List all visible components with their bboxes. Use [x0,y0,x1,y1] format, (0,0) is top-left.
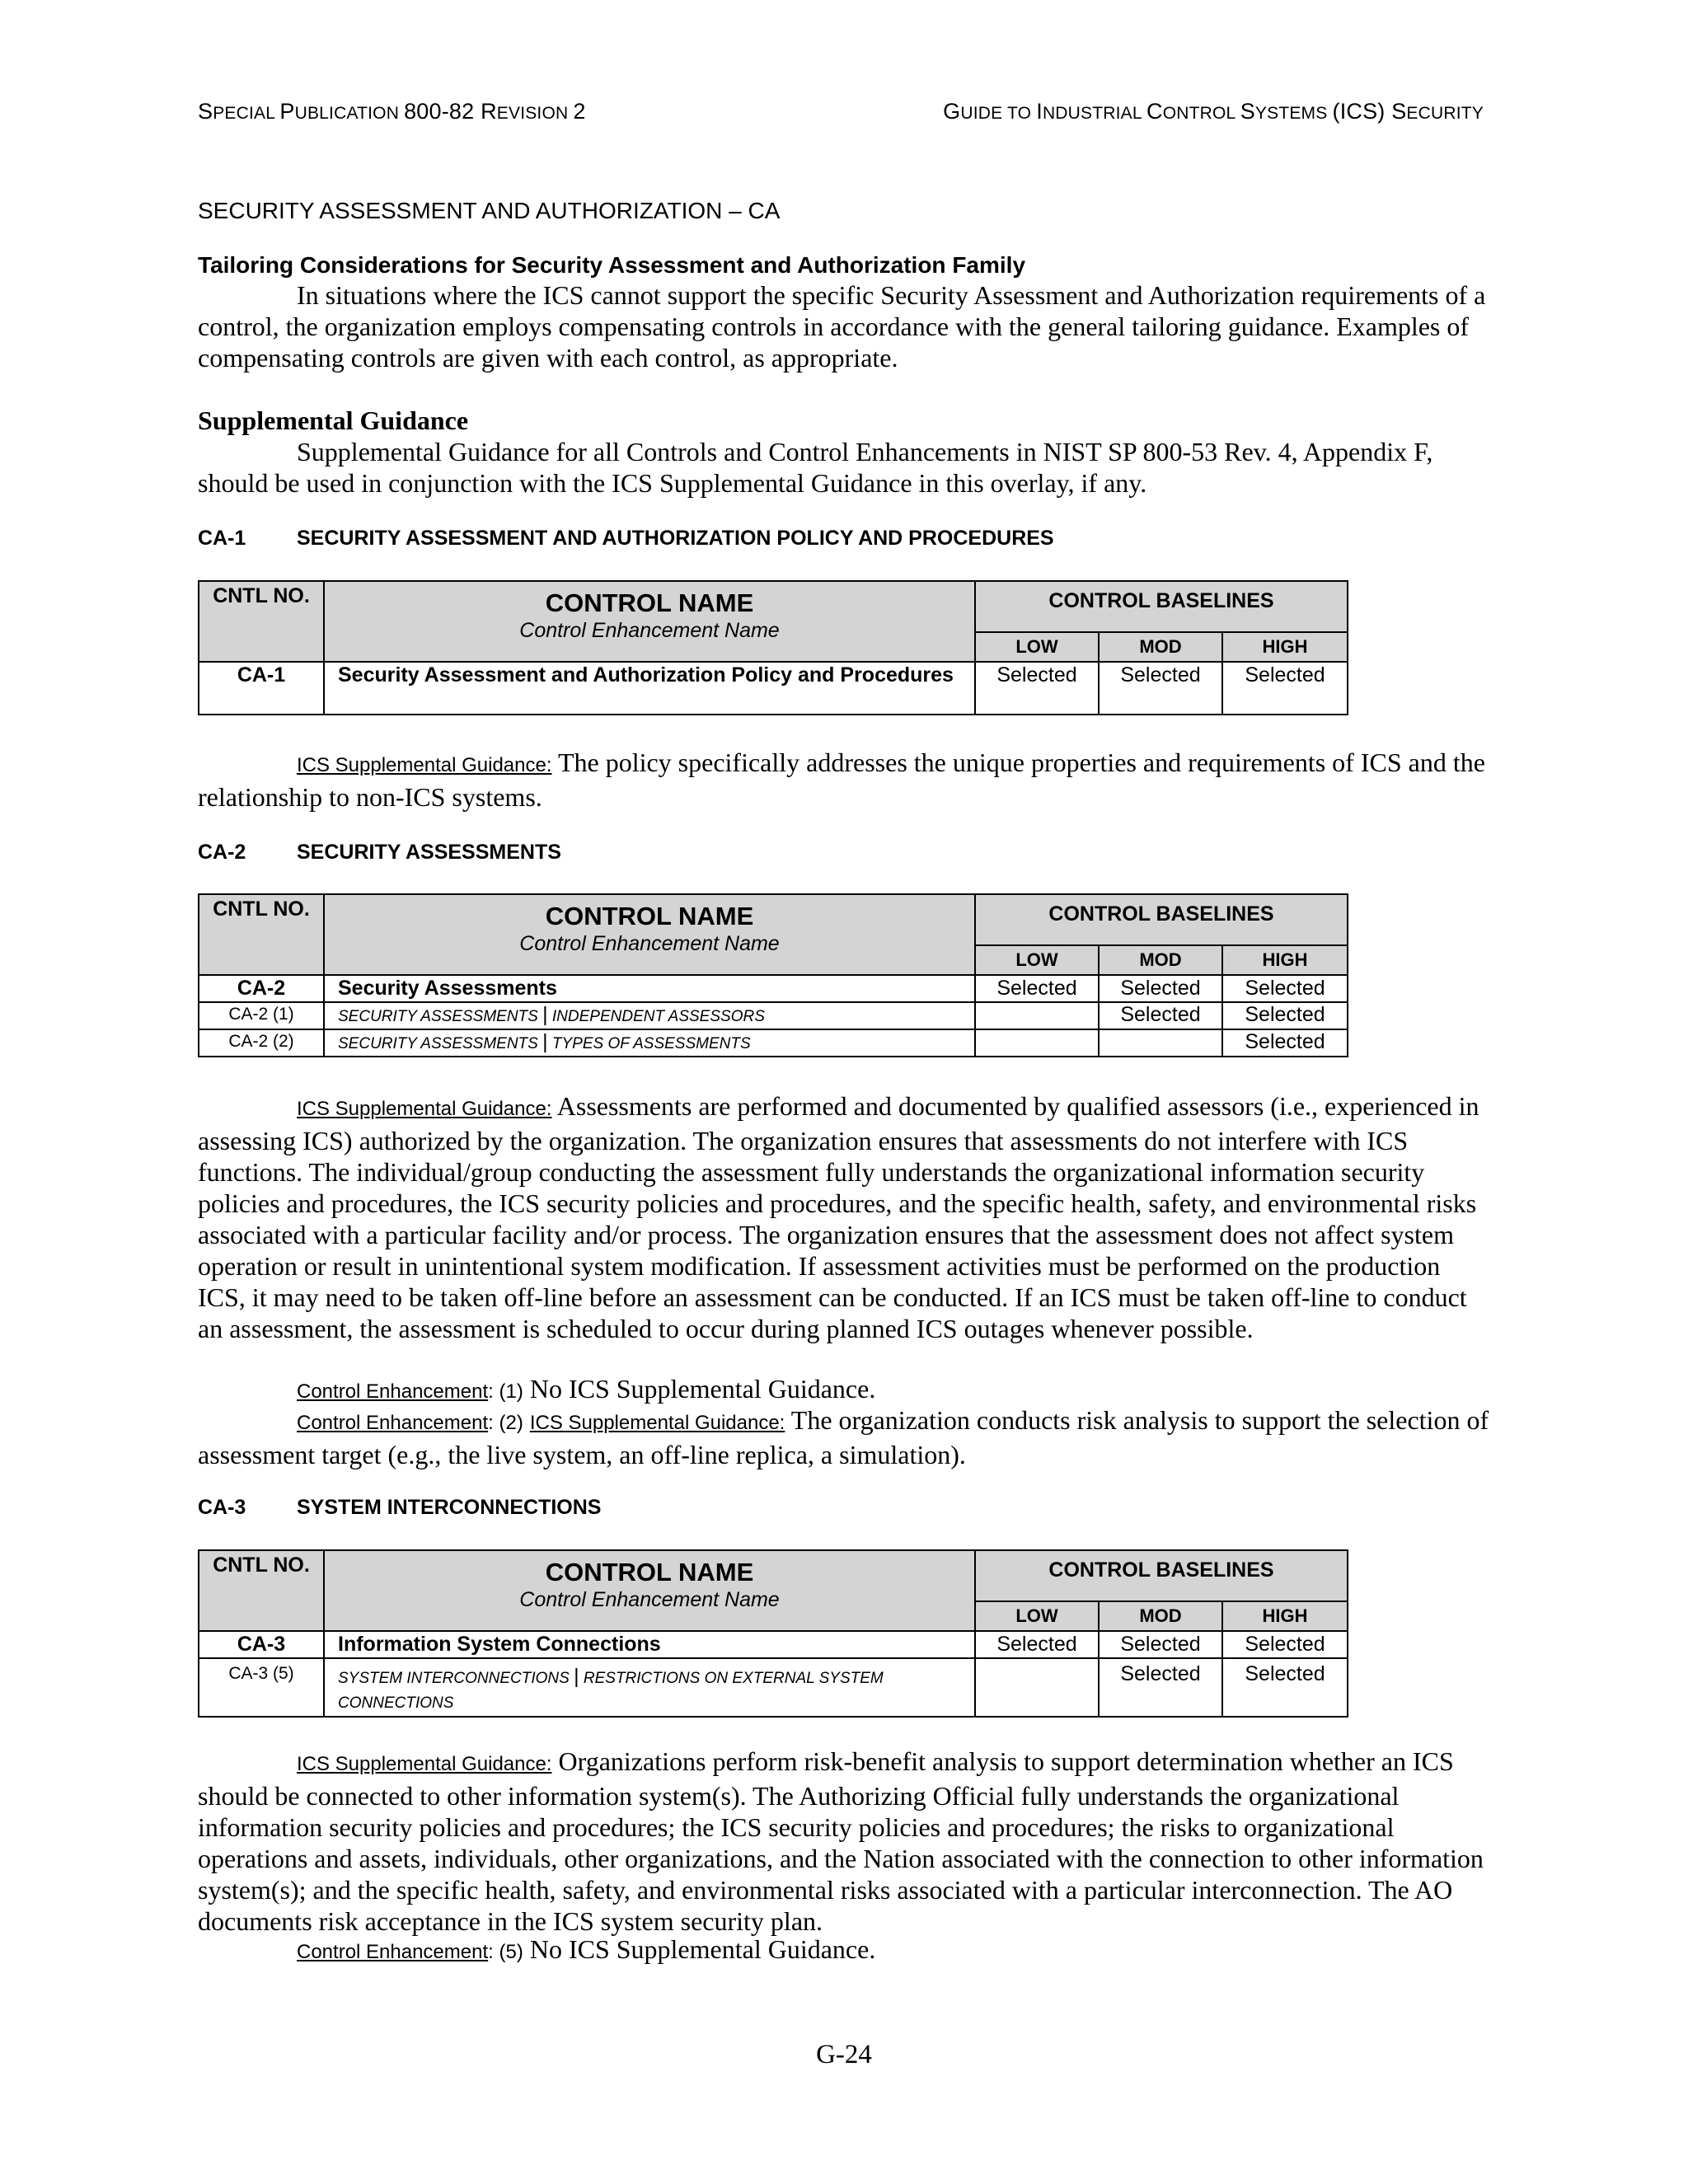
header-baselines: CONTROL BASELINES [975,581,1348,632]
header-cntl-no: CNTL NO. [199,1550,324,1631]
table-row: CA-2 Security Assessments Selected Selected Selected [199,975,1348,1002]
enhancement-row: CA-2 (1) SECURITY ASSESSMENTS | INDEPENDENT ASSESSORS Selected Selected [199,1002,1348,1029]
table-row: CA-1 Security Assessment and Authorization Policy and Procedures Selected Selected Selected [199,662,1348,715]
header-mod: MOD [1099,632,1222,662]
header-left-part: EVISION [496,104,574,123]
ca1-title: SECURITY ASSESSMENT AND AUTHORIZATION POLICY AND PROCEDURES [297,527,1054,550]
tailoring-body: In situations where the ICS cannot support the specific Security Assessment and Authorization requirements of a control, the organization employs compensating controls in accordance with the general tailoring guidance. Examples of compensating controls are given with each control, as appropriate. [198,280,1486,373]
header-right-part: ONTROL [1162,104,1240,123]
tailoring-heading: Tailoring Considerations for Security Assessment and Authorization Family [198,252,1026,278]
ca3-guidance: ICS Supplemental Guidance: Organizations perform risk-benefit analysis to support determination whether an ICS should be connected to other information system(s). The Authorizing Official fully understands the organizational information security policies and procedures; the ICS security policies and procedures; the risks to organizational operations and assets, individuals, other organizations, and the Nation associated with the connection to other information system(s); and the specific health, safety, and environmental risks associated with a particular interconnection. The AO documents risk acceptance in the ICS system security plan. [198,1746,1484,1936]
header-mod: MOD [1099,945,1222,975]
supplemental-heading: Supplemental Guidance [198,405,469,435]
header-low: LOW [975,632,1099,662]
header-right-part: S [1240,99,1255,124]
header-high: HIGH [1222,945,1348,975]
header-left-part: 800-82 [404,99,481,124]
running-header-left [198,99,586,124]
header-right-part: G [943,99,961,124]
ca3-heading: CA-3 SYSTEM INTERCONNECTIONS [198,1496,602,1519]
tailoring-text [198,279,1493,373]
enhancement-row: CA-2 (2) SECURITY ASSESSMENTS | TYPES OF ASSESSMENTS Selected [199,1029,1348,1057]
header-right-part: (ICS) [1332,99,1392,124]
header-baselines: CONTROL BASELINES [975,1550,1348,1601]
header-baselines: CONTROL BASELINES [975,894,1348,945]
ca1-guidance: ICS Supplemental Guidance: The policy specifically addresses the unique properties and requirements of ICS and the relationship to non-ICS systems. [198,748,1485,812]
header-mod: MOD [1099,1601,1222,1631]
header-control-name: CONTROL NAME Control Enhancement Name [324,894,975,975]
header-right-part: C [1146,99,1163,124]
header-left-part: P [279,99,295,124]
ca1-table [198,580,1348,715]
header-left-part: UBLICATION [294,104,405,123]
enhancement-row: CA-3 (5) SYSTEM INTERCONNECTIONS | RESTRICTIONS ON EXTERNAL SYSTEM CONNECTIONS Selected Selected [199,1658,1348,1717]
header-left-part: S [198,99,213,124]
header-high: HIGH [1222,1601,1348,1631]
header-left-part: PECIAL [213,104,280,123]
supplemental-body: Supplemental Guidance for all Controls and Control Enhancements in NIST SP 800-53 Rev. 4, Appendix F, should be used in conjunction with the ICS Supplemental Guidance in this overlay, if any. [198,437,1433,498]
table-row: CA-3 Information System Connections Selected Selected Selected [199,1631,1348,1658]
ca2-enhancement-1: Control Enhancement: (1) No ICS Supplemental Guidance. [297,1374,876,1404]
header-cntl-no: CNTL NO. [199,581,324,662]
ca2-table [198,893,1348,1057]
ca2-enhancement-2: Control Enhancement: (2) ICS Supplemental Guidance: The organization conducts risk analysis to support the selection of assessment target (e.g., the live system, an off-line replica, a simulation). [198,1405,1489,1469]
header-right-part: ECURITY [1406,104,1484,123]
header-right-part: I [1036,99,1043,124]
header-low: LOW [975,945,1099,975]
ca2-guidance: ICS Supplemental Guidance: Assessments are performed and documented by qualified assessors (i.e., experienced in assessing ICS) authorized by the organization. The organization ensures that assessments do not interfere with ICS functions. The individual/group conducting the assessment fully understands the organizational information security policies and procedures, the ICS security policies and procedures, and the specific health, safety, and environmental risks associated with a particular facility and/or process. The organization ensures that the assessment does not affect system operation or result in unintentional system modification. If assessment activities must be performed on the production ICS, it may need to be taken off-line before an assessment can be conducted. If an ICS must be taken off-line to conduct an assessment, the assessment is scheduled to occur during planned ICS outages whenever possible. [198,1091,1479,1343]
ca3-enhancement-5: Control Enhancement: (5) No ICS Supplemental Guidance. [297,1934,876,1964]
header-left-part: 2 [573,99,586,124]
supplemental-text [198,436,1493,499]
ca1-heading [198,527,1054,551]
header-control-name: CONTROL NAME Control Enhancement Name [324,581,975,662]
header-right-part: NDUSTRIAL [1042,104,1147,123]
header-right-part: UIDE TO [960,104,1037,123]
header-cntl-no: CNTL NO. [199,894,324,975]
running-header-right [943,99,1484,124]
ca1-id: CA-1 [198,527,246,550]
header-right-part: YSTEMS [1254,104,1333,123]
header-left-part: R [481,99,497,124]
ca2-heading: CA-2 SECURITY ASSESSMENTS [198,841,561,864]
header-low: LOW [975,1601,1099,1631]
section-title: SECURITY ASSESSMENT AND AUTHORIZATION – CA [198,198,781,223]
header-right-part: S [1391,99,1407,124]
page-number: G-24 [816,2040,872,2069]
ca3-table [198,1549,1348,1718]
header-high: HIGH [1222,632,1348,662]
header-control-name: CONTROL NAME Control Enhancement Name [324,1550,975,1631]
